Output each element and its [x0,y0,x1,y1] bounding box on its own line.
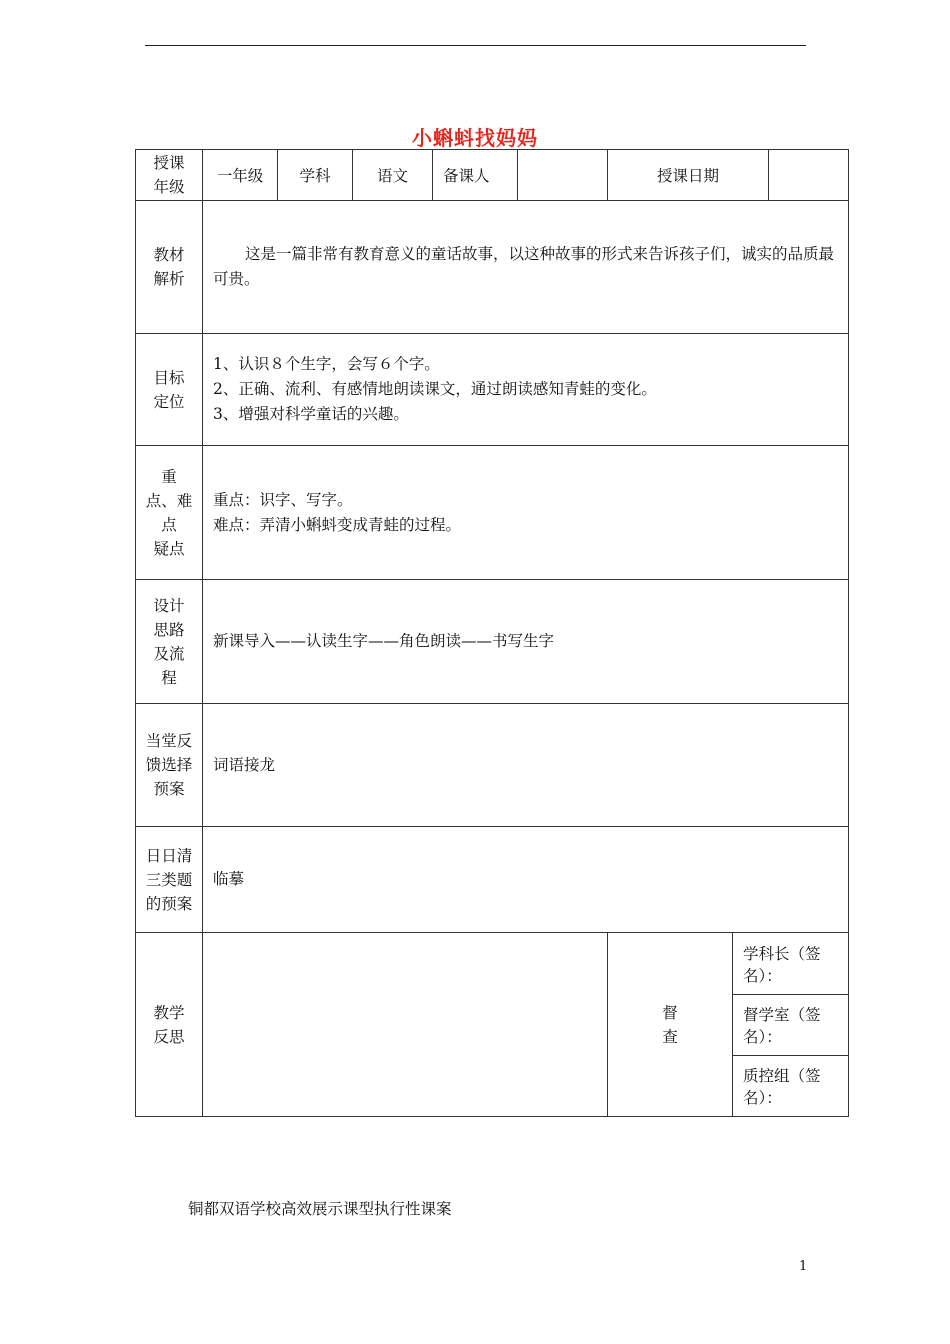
row-design-flow [136,580,849,704]
row-feedback [136,704,849,827]
lesson-plan-table [135,149,849,1117]
row-content: 新课导入——认读生字——角色朗读——书写生字 [203,580,849,704]
row-label: 教材 解析 [136,201,203,334]
row-content: 词语接龙 [203,704,849,827]
preparer-value-cell [518,150,608,201]
row-content: 这是一篇非常有教育意义的童话故事，以这种故事的形式来告诉孩子们，诚实的品质最可贵。 [203,201,849,334]
row-label: 重 点、难 点 疑点 [136,446,203,580]
grade-label-cell: 授课 年级 [136,150,203,201]
header-row [136,150,849,201]
signature-quality-control: 质控组（签名）： [733,1056,849,1117]
supervise-label: 督 查 [608,933,733,1117]
grade-value-cell: 一年级 [203,150,278,201]
reflection-label: 教学 反思 [136,933,203,1117]
signature-inspection-office: 督学室（签名）： [733,995,849,1056]
date-value-cell [769,150,849,201]
row-content [203,446,849,580]
row-content [203,334,849,446]
subject-value-cell: 语文 [353,150,433,201]
date-label-cell: 授课日期 [608,150,769,201]
page-number: 1 [799,1259,808,1274]
document-title: 小蝌蚪找妈妈 [412,126,538,150]
row-daily-exercises [136,827,849,933]
footer-text: 铜都双语学校高效展示课型执行性课案 [188,1200,452,1218]
key-point-line: 重点：识字、写字。 [213,490,353,509]
signature-subject-head: 学科长（签名）： [733,933,849,995]
objective-line: 3、增强对科学童话的兴趣。 [213,405,409,423]
reflection-content [203,933,608,1117]
objective-line: 1、认识８个生字，会写６个字。 [213,355,440,373]
row-material-analysis [136,201,849,334]
objective-line: 2、正确、流利、有感情地朗读课文，通过朗读感知青蛙的变化。 [213,380,657,398]
row-reflection [136,933,849,995]
row-label: 日日清 三类题 的预案 [136,827,203,933]
header-rule [145,45,806,46]
row-content: 临摹 [203,827,849,933]
row-key-points [136,446,849,580]
row-label: 设计 思路 及流 程 [136,580,203,704]
subject-label-cell: 学科 [278,150,353,201]
row-objectives [136,334,849,446]
preparer-label-cell: 备课人 [433,150,518,201]
row-label: 目标 定位 [136,334,203,446]
difficulty-line: 难点：弄清小蝌蚪变成青蛙的过程。 [213,515,462,534]
row-label: 当堂反 馈选择 预案 [136,704,203,827]
